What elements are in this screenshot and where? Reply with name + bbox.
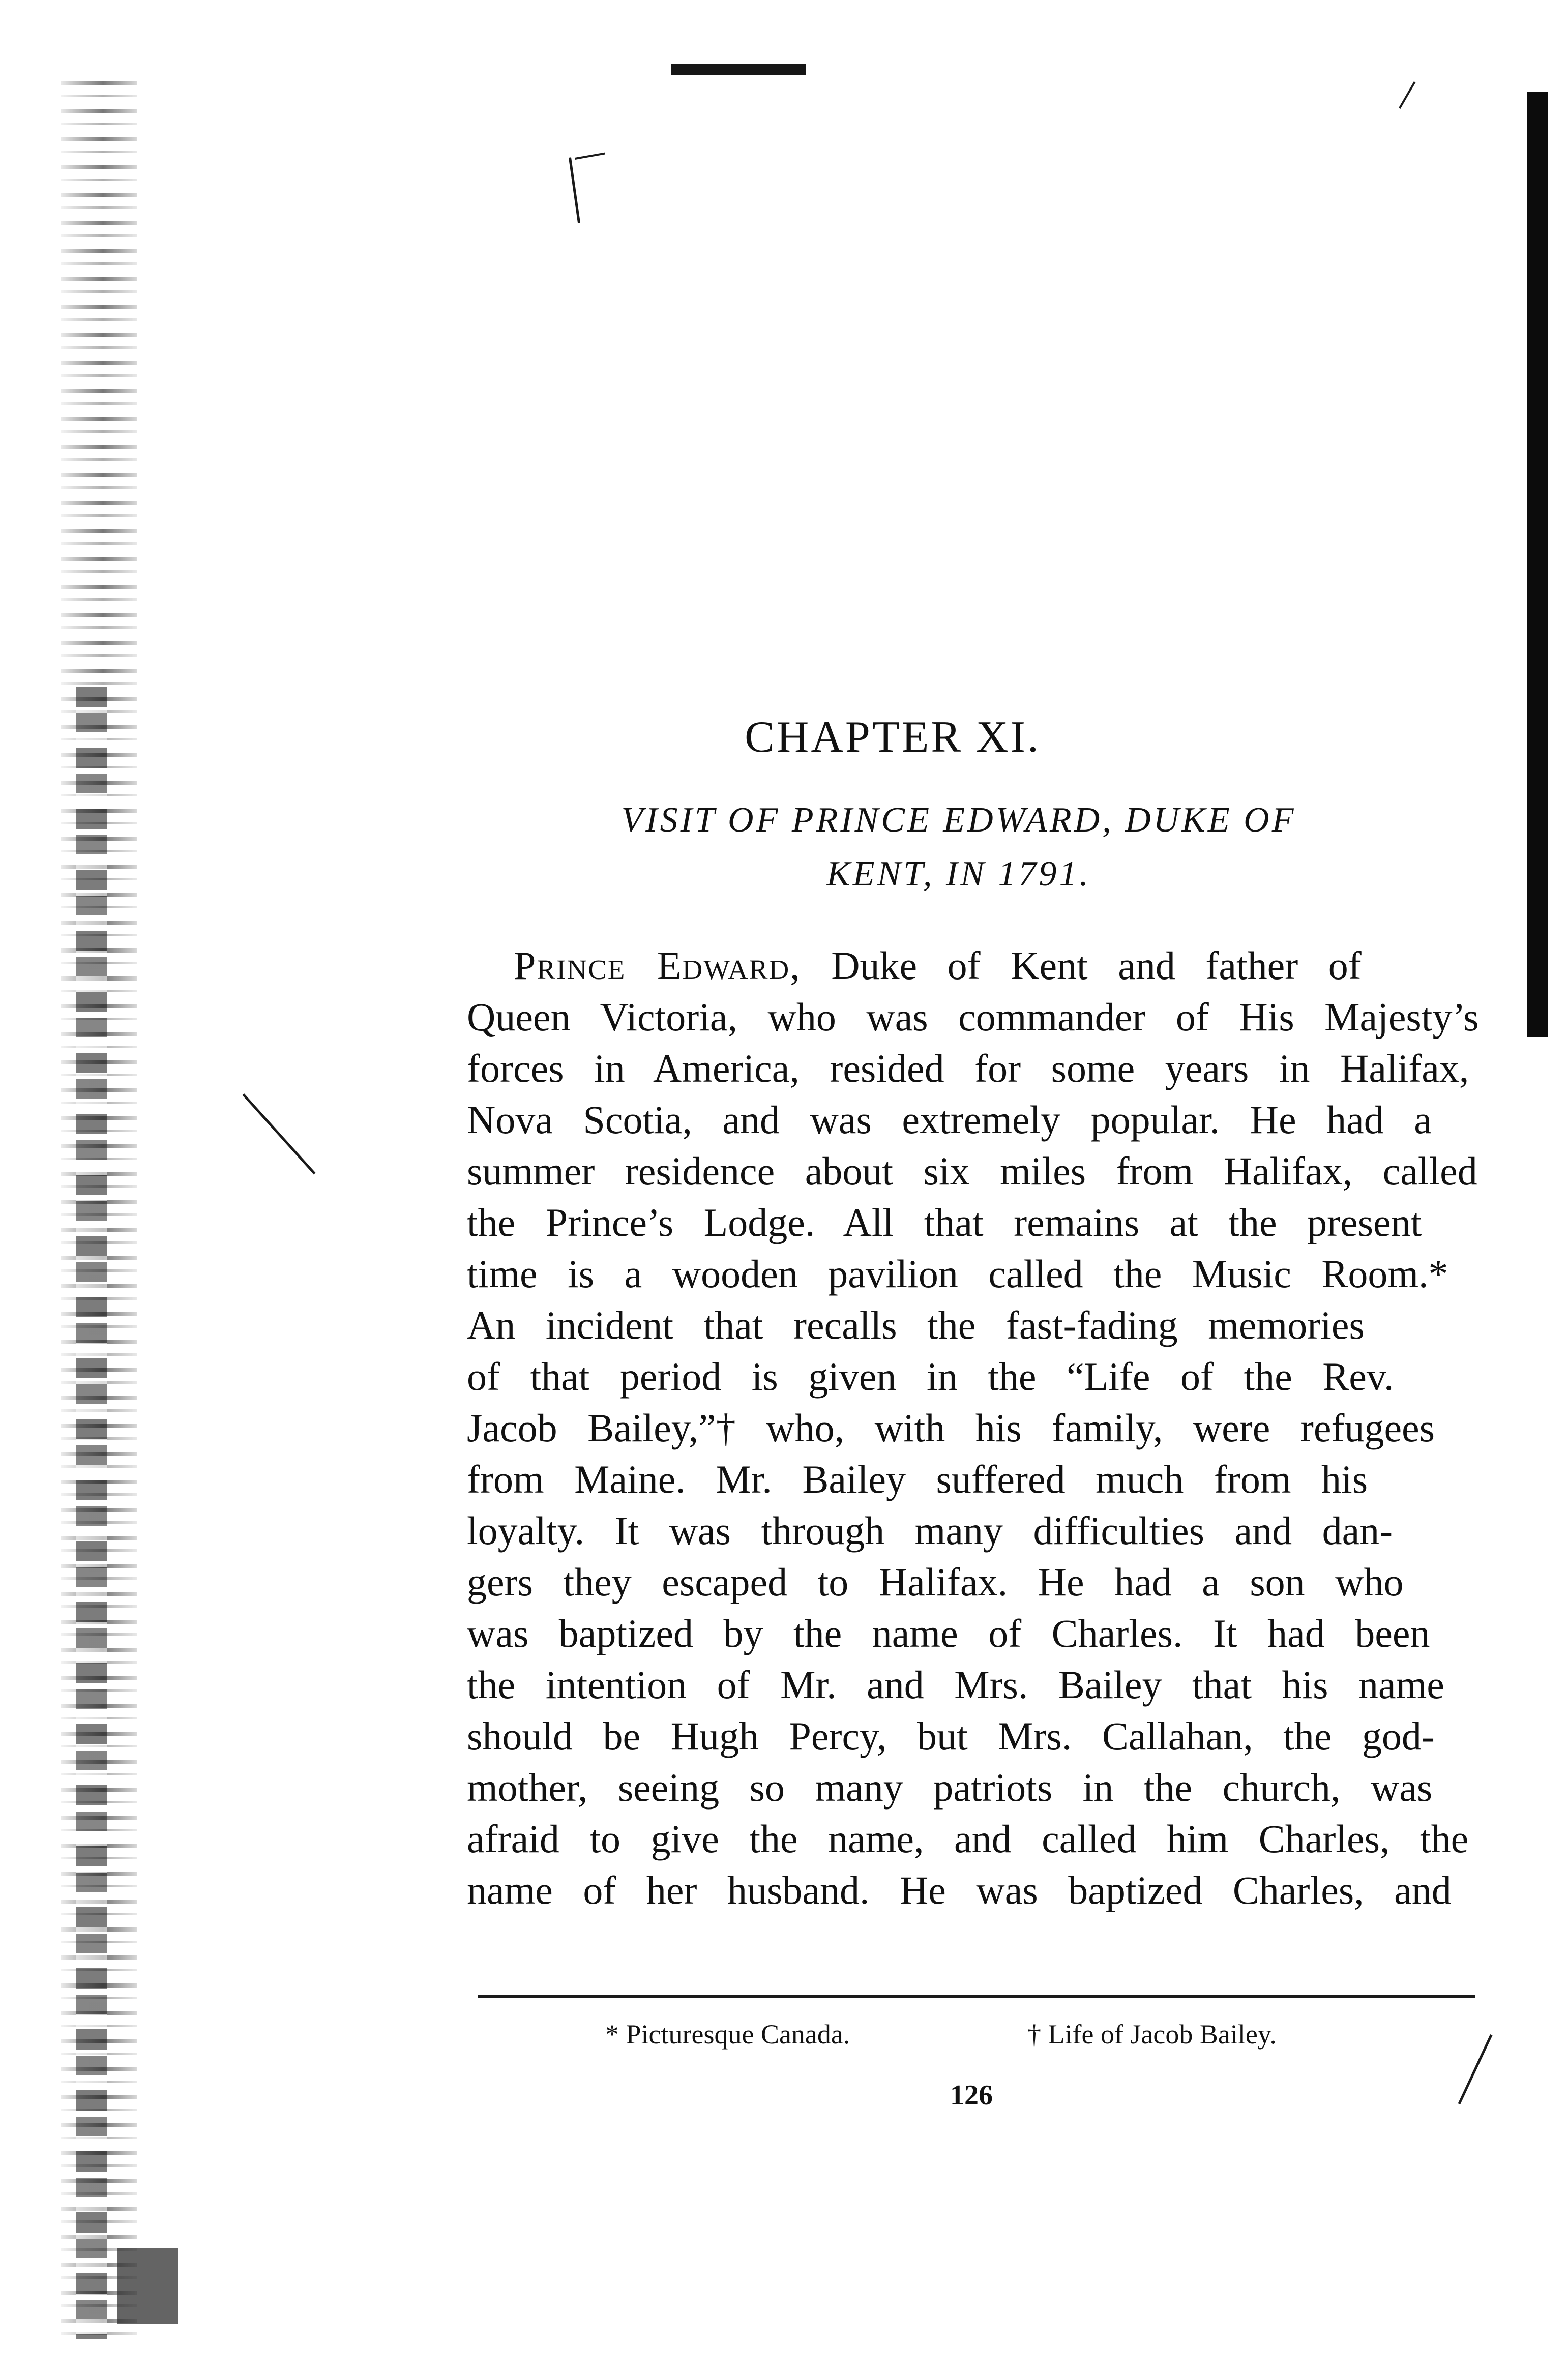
- body-line: [467, 940, 1482, 991]
- chapter-heading: CHAPTER XI.: [745, 713, 1041, 762]
- body-line: loyalty. It was through many difficulties and dan-: [467, 1508, 1393, 1553]
- chapter-subtitle: [509, 793, 1409, 901]
- pencil-mark: [569, 157, 580, 223]
- body-line: An incident that recalls the fast-fading memories: [467, 1303, 1365, 1347]
- footnote-life-of-jacob-bailey: † Life of Jacob Bailey.: [1027, 2019, 1277, 2050]
- page-number: 126: [950, 2080, 993, 2111]
- body-line: mother, seeing so many patriots in the church, was: [467, 1765, 1433, 1810]
- scanned-right-edge-bar: [1527, 92, 1548, 1037]
- body-line: the Prince’s Lodge. All that remains at the present: [467, 1200, 1422, 1244]
- scanned-top-mark: [671, 64, 806, 75]
- body-line: the intention of Mr. and Mrs. Bailey that his name: [467, 1663, 1444, 1707]
- lead-word: Prince Edward,: [514, 943, 801, 988]
- pencil-mark: [242, 1093, 315, 1174]
- body-line: from Maine. Mr. Bailey suffered much from his: [467, 1457, 1368, 1501]
- body-line: should be Hugh Percy, but Mrs. Callahan, the god-: [467, 1714, 1435, 1758]
- chapter-subtitle-line: VISIT OF PRINCE EDWARD, DUKE OF: [621, 800, 1296, 840]
- footnote-rule: [478, 1995, 1475, 1998]
- scanned-binding-shadow: [76, 687, 107, 2339]
- chapter-subtitle-line: KENT, IN 1791.: [826, 854, 1091, 894]
- pencil-mark: [1399, 81, 1415, 109]
- body-line: Nova Scotia, and was extremely popular. He had a: [467, 1097, 1432, 1142]
- pencil-mark: [575, 153, 605, 160]
- body-paragraph: [467, 940, 1482, 1916]
- footnote-picturesque-canada: * Picturesque Canada.: [605, 2019, 850, 2050]
- body-line-text: Duke of Kent and father of: [801, 943, 1362, 988]
- body-line: forces in America, resided for some years in Halifax,: [467, 1046, 1469, 1090]
- body-line: was baptized by the name of Charles. It had been: [467, 1611, 1430, 1655]
- body-line: time is a wooden pavilion called the Music Room.*: [467, 1252, 1448, 1296]
- body-line: Queen Victoria, who was commander of His Majesty’s: [467, 995, 1479, 1039]
- body-line: of that period is given in the “Life of the Rev.: [467, 1354, 1394, 1399]
- body-line: name of her husband. He was baptized Charles, and: [467, 1868, 1452, 1912]
- body-line: summer residence about six miles from Halifax, called: [467, 1149, 1477, 1193]
- scanned-binding-corner: [117, 2248, 178, 2324]
- body-line: Jacob Bailey,”† who, with his family, were refugees: [467, 1406, 1435, 1450]
- body-line: afraid to give the name, and called him Charles, the: [467, 1817, 1469, 1861]
- pencil-mark: [1458, 2034, 1493, 2104]
- body-line: gers they escaped to Halifax. He had a son who: [467, 1560, 1404, 1604]
